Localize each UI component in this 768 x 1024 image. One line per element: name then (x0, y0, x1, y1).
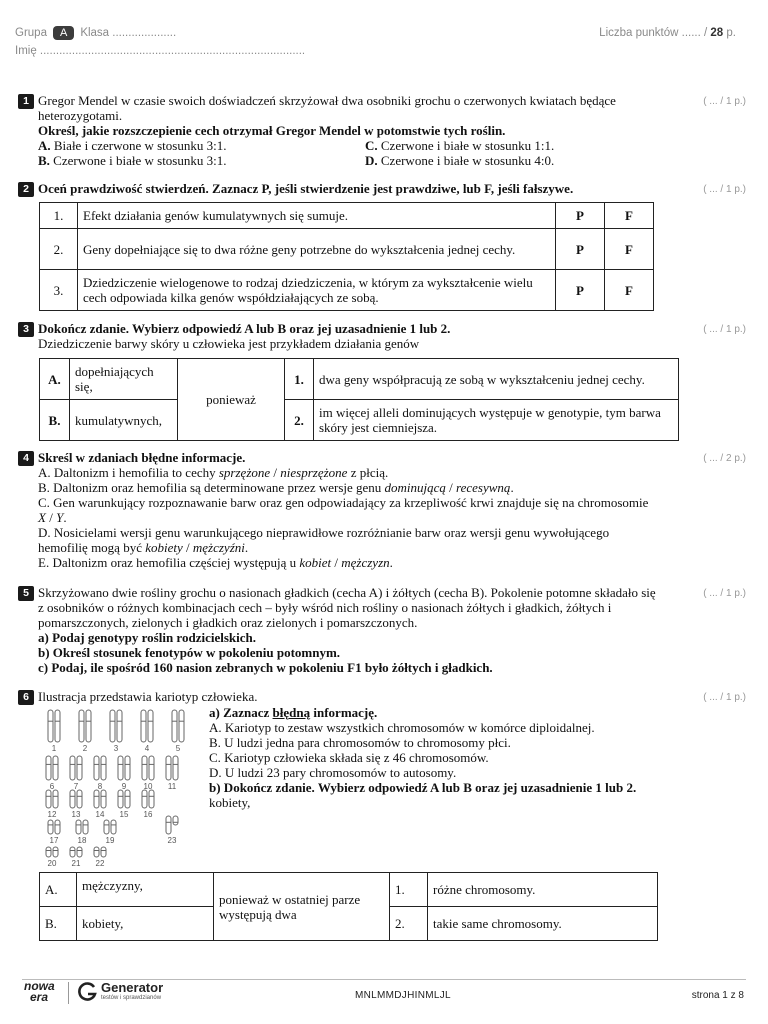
option-d[interactable]: D. U ludzi 23 pary chromosomów to autosomy. (209, 765, 457, 780)
question-3 (18, 321, 658, 351)
chromosome (77, 756, 82, 780)
chromosome (166, 816, 171, 834)
chromosome (166, 756, 171, 780)
question-number: 3 (18, 322, 34, 337)
question-5 (18, 585, 658, 675)
chromosome (148, 710, 153, 742)
question-points: ( ... / 1 p.) (703, 96, 746, 107)
row-number: 2. (40, 229, 78, 270)
reason-2-text: im więcej alleli dominujących występuje w genotypie, tym barwa skóry jest ciemniejsza. (314, 400, 679, 441)
true-option[interactable]: P (556, 270, 605, 311)
choice-word[interactable]: sprzężone (218, 465, 271, 480)
answer-b-text: kobiety, (77, 907, 214, 941)
chromosome-pair-label: 11 (167, 782, 177, 791)
false-option[interactable]: F (605, 270, 654, 311)
connector: ponieważ w ostatniej parze występują dwa (214, 873, 390, 941)
table-row (40, 229, 654, 270)
chromosome (79, 710, 84, 742)
chromosome-pair-label: 6 (49, 782, 55, 791)
answer-b[interactable]: B. (40, 907, 77, 941)
chromosome (101, 847, 106, 857)
answer-a[interactable]: A. (40, 873, 77, 907)
chromosome (46, 756, 51, 780)
chromosome (70, 847, 75, 857)
answer-b[interactable]: B. (40, 400, 70, 441)
statement-e: E. Daltonizm oraz hemofilia częściej występują u kobiet / mężczyzn. (38, 555, 393, 570)
choice-table (39, 358, 679, 441)
question-points: ( ... / 1 p.) (703, 588, 746, 599)
chromosome (118, 756, 123, 780)
part-a-command: a) Zaznacz błędną informację. (209, 705, 378, 720)
chromosome (142, 790, 147, 808)
chromosome (142, 756, 147, 780)
statement-b: B. Daltonizm oraz hemofilia są determinowane przez wersje genu dominującą / recesywną. (38, 480, 514, 495)
statement: Dziedziczenie wielogenowe to rodzaj dziedziczenia, w którym za wykształcenie wielu cech odpowiada kilka genów współdziałających ze sobą. (78, 270, 556, 311)
page-number: strona 1 z 8 (691, 990, 744, 1001)
statement: Efekt działania genów kumulatywnych się sumuje. (78, 203, 556, 229)
question-command: Dokończ zdanie. Wybierz odpowiedź A lub B oraz jej uzasadnienie 1 lub 2. (38, 321, 451, 336)
answer-a-text: dopełniających się, (70, 359, 178, 400)
connector: ponieważ (178, 359, 285, 441)
chromosome-pair-label: 18 (77, 836, 87, 845)
chromosome (83, 820, 88, 834)
chromosome-pair-label: 15 (119, 810, 129, 819)
chromosome (104, 820, 109, 834)
chromosome (101, 756, 106, 780)
choice-word[interactable]: mężczyźni (192, 540, 245, 555)
option-b[interactable]: B. Czerwone i białe w stosunku 3:1. (38, 153, 227, 168)
question-command: Skreśl w zdaniach błędne informacje. (38, 450, 246, 465)
chromosome (173, 816, 178, 825)
true-option[interactable]: P (556, 203, 605, 229)
chromosome (173, 756, 178, 780)
chromosome (53, 847, 58, 857)
chromosome (46, 790, 51, 808)
subtask-b: b) Określ stosunek fenotypów w pokoleniu potomnym. (38, 645, 341, 660)
total-points-label: Liczba punktów ...... / (599, 27, 708, 39)
choice-word[interactable]: Y (56, 510, 64, 525)
chromosome-pair-label: 22 (95, 859, 105, 868)
class-group-line (15, 26, 176, 41)
table-row (40, 203, 654, 229)
choice-word[interactable]: X (38, 510, 46, 525)
question-command: Oceń prawdziwość stwierdzeń. Zaznacz P, jeśli stwierdzenie jest prawdziwe, lub F, jeśli fałszywe. (38, 181, 574, 196)
option-d[interactable]: D. Czerwone i białe w stosunku 4:0. (365, 153, 555, 168)
chromosome (94, 790, 99, 808)
chromosome (172, 710, 177, 742)
chromosome-pair-label: 1 (51, 744, 57, 753)
statement-a: A. Daltonizm i hemofilia to cechy sprzężone / niesprzężone z płcią. (38, 465, 389, 480)
question-intro: Ilustracja przedstawia kariotyp człowieka. (38, 689, 258, 704)
chromosome (48, 710, 53, 742)
chromosome-pair-label: 16 (143, 810, 153, 819)
karyotype-illustration (38, 706, 208, 872)
reason-1-text: różne chromosomy. (428, 873, 658, 907)
chromosome (55, 820, 60, 834)
subtask-a: a) Podaj genotypy roślin rodzicielskich. (38, 630, 256, 645)
chromosome (46, 847, 51, 857)
chromosome-pair-label: 13 (71, 810, 81, 819)
chromosome (55, 710, 60, 742)
chromosome-pair-label: 17 (49, 836, 59, 845)
true-false-table (39, 202, 654, 311)
test-code: MNLMMDJHINMLJL (355, 990, 451, 1001)
chromosome-pair-label: 9 (121, 782, 127, 791)
part-b-text: kobiety, (209, 795, 251, 810)
klasa-field[interactable]: Klasa .................... (80, 27, 177, 39)
statement-d: D. Nosicielami wersji genu warunkującego nieprawidłowe rozróżnianie barw oraz wersji genu wywołującego hemofilię mogą być kobiety / mężczyźni. (38, 525, 610, 555)
row-number: 3. (40, 270, 78, 311)
question-1 (18, 93, 658, 168)
question-number: 5 (18, 586, 34, 601)
chromosome-pair-label: 14 (95, 810, 105, 819)
question-points: ( ... / 2 p.) (703, 453, 746, 464)
answer-a-text: mężczyzny, (77, 873, 214, 907)
question-number: 4 (18, 451, 34, 466)
option-a[interactable]: A. Kariotyp to zestaw wszystkich chromosomów w komórce diploidalnej. (209, 720, 595, 735)
chromosome-pair-label: 5 (175, 744, 181, 753)
answer-options (38, 138, 658, 168)
total-points (599, 26, 736, 41)
chromosome (70, 790, 75, 808)
subtask-c: c) Podaj, ile spośród 160 nasion zebranych w pokoleniu F1 było żółtych i gładkich. (38, 660, 493, 675)
option-a[interactable]: A. Białe i czerwone w stosunku 3:1. (38, 138, 227, 153)
question-6-parts (209, 705, 679, 810)
total-points-suffix: p. (726, 27, 736, 39)
false-option[interactable]: F (605, 203, 654, 229)
choice-word[interactable]: dominującą (384, 480, 446, 495)
chromosome (111, 820, 116, 834)
chromosome-pair-label: 8 (97, 782, 103, 791)
reason-2[interactable]: 2. (285, 400, 314, 441)
chromosome-pair-label: 23 (167, 836, 177, 845)
question-points: ( ... / 1 p.) (703, 692, 746, 703)
table-row (40, 873, 658, 907)
reason-1[interactable]: 1. (285, 359, 314, 400)
table-row (40, 400, 679, 441)
chromosome (53, 790, 58, 808)
chromosome (76, 820, 81, 834)
choice-word[interactable]: mężczyzn (341, 555, 390, 570)
question-number: 1 (18, 94, 34, 109)
chromosome-pair-label: 4 (144, 744, 150, 753)
imie-field[interactable]: Imię ................................................................................... (15, 45, 306, 57)
nowa-era-logo: nowa era (24, 979, 55, 1004)
chromosome-pair-label: 3 (113, 744, 119, 753)
question-text: Dziedziczenie barwy skóry u człowieka jest przykładem działania genów (38, 336, 420, 351)
option-b[interactable]: B. U ludzi jedna para chromosomów to chromosomy płci. (209, 735, 511, 750)
chromosome (149, 756, 154, 780)
chromosome (125, 790, 130, 808)
chromosome (117, 710, 122, 742)
chromosome (94, 847, 99, 857)
question-points: ( ... / 1 p.) (703, 324, 746, 335)
answer-b-text: kumulatywnych, (70, 400, 178, 441)
true-option[interactable]: P (556, 229, 605, 270)
question-number: 6 (18, 690, 34, 705)
grupa-label: Grupa (15, 27, 47, 39)
logo-separator (68, 982, 69, 1004)
generator-g-icon (78, 982, 98, 1002)
choice-word[interactable]: recesywną (456, 480, 511, 495)
chromosome (94, 756, 99, 780)
option-c[interactable]: C. Czerwone i białe w stosunku 1:1. (365, 138, 555, 153)
question-4 (18, 450, 658, 570)
question-number: 2 (18, 182, 34, 197)
chromosome (149, 790, 154, 808)
reason-2[interactable]: 2. (390, 907, 428, 941)
chromosome (101, 790, 106, 808)
statement: Geny dopełniające się to dwa różne geny potrzebne do wykształcenia jednej cechy. (78, 229, 556, 270)
chromosome (86, 710, 91, 742)
choice-word[interactable]: kobiety (145, 540, 183, 555)
choice-word[interactable]: kobiet (299, 555, 332, 570)
row-number: 1. (40, 203, 78, 229)
question-points: ( ... / 1 p.) (703, 184, 746, 195)
chromosome (77, 847, 82, 857)
group-badge: A (53, 26, 74, 40)
false-option[interactable]: F (605, 229, 654, 270)
total-points-value: 28 (710, 27, 724, 39)
answer-a[interactable]: A. (40, 359, 70, 400)
chromosome (125, 756, 130, 780)
chromosome (77, 790, 82, 808)
question-text: Gregor Mendel w czasie swoich doświadczeń skrzyżował dwa osobniki grochu o czerwonych kwiatach będące heterozygotami. (38, 93, 616, 123)
chromosome (118, 790, 123, 808)
reason-2-text: takie same chromosomy. (428, 907, 658, 941)
question-2 (18, 181, 658, 196)
choice-word[interactable]: niesprzężone (280, 465, 348, 480)
table-row (40, 359, 679, 400)
reason-1[interactable]: 1. (390, 873, 428, 907)
choice-table (39, 872, 658, 941)
chromosome (70, 756, 75, 780)
part-b-command: b) Dokończ zdanie. Wybierz odpowiedź A lub B oraz jej uzasadnienie 1 lub 2. (209, 780, 637, 795)
chromosome-pair-label: 7 (73, 782, 79, 791)
question-text: Skrzyżowano dwie rośliny grochu o nasionach gładkich (cecha A) i żółtych (cecha B). Pokolenie potomne składało się z osobników o różnych kombinacjach cech – były wśród nich rośliny o nasionach żółtych i gładkich, żółtych i pomarszczonych, zielonych i gładkich oraz zielonych i pomarszczonych. (38, 585, 656, 630)
option-c[interactable]: C. Kariotyp człowieka składa się z 46 chromosomów. (209, 750, 489, 765)
question-6 (18, 689, 658, 704)
chromosome (141, 710, 146, 742)
chromosome-pair-label: 19 (105, 836, 115, 845)
chromosome (179, 710, 184, 742)
chromosome (48, 820, 53, 834)
chromosome (53, 756, 58, 780)
table-row (40, 270, 654, 311)
question-command: Określ, jakie rozszczepienie cech otrzymał Gregor Mendel w potomstwie tych roślin. (38, 123, 506, 138)
reason-1-text: dwa geny współpracują ze sobą w wykształceniu jednej cechy. (314, 359, 679, 400)
chromosome-pair-label: 21 (71, 859, 81, 868)
chromosome (110, 710, 115, 742)
statement-c: C. Gen warunkujący rozpoznawanie barw oraz gen odpowiadający za krzepliwość krwi znajduje się na chromosomie X / Y. (38, 495, 649, 525)
chromosome-pair-label: 12 (47, 810, 57, 819)
chromosome-pair-label: 2 (82, 744, 88, 753)
chromosome-pair-label: 10 (143, 782, 153, 791)
chromosome-pair-label: 20 (47, 859, 57, 868)
